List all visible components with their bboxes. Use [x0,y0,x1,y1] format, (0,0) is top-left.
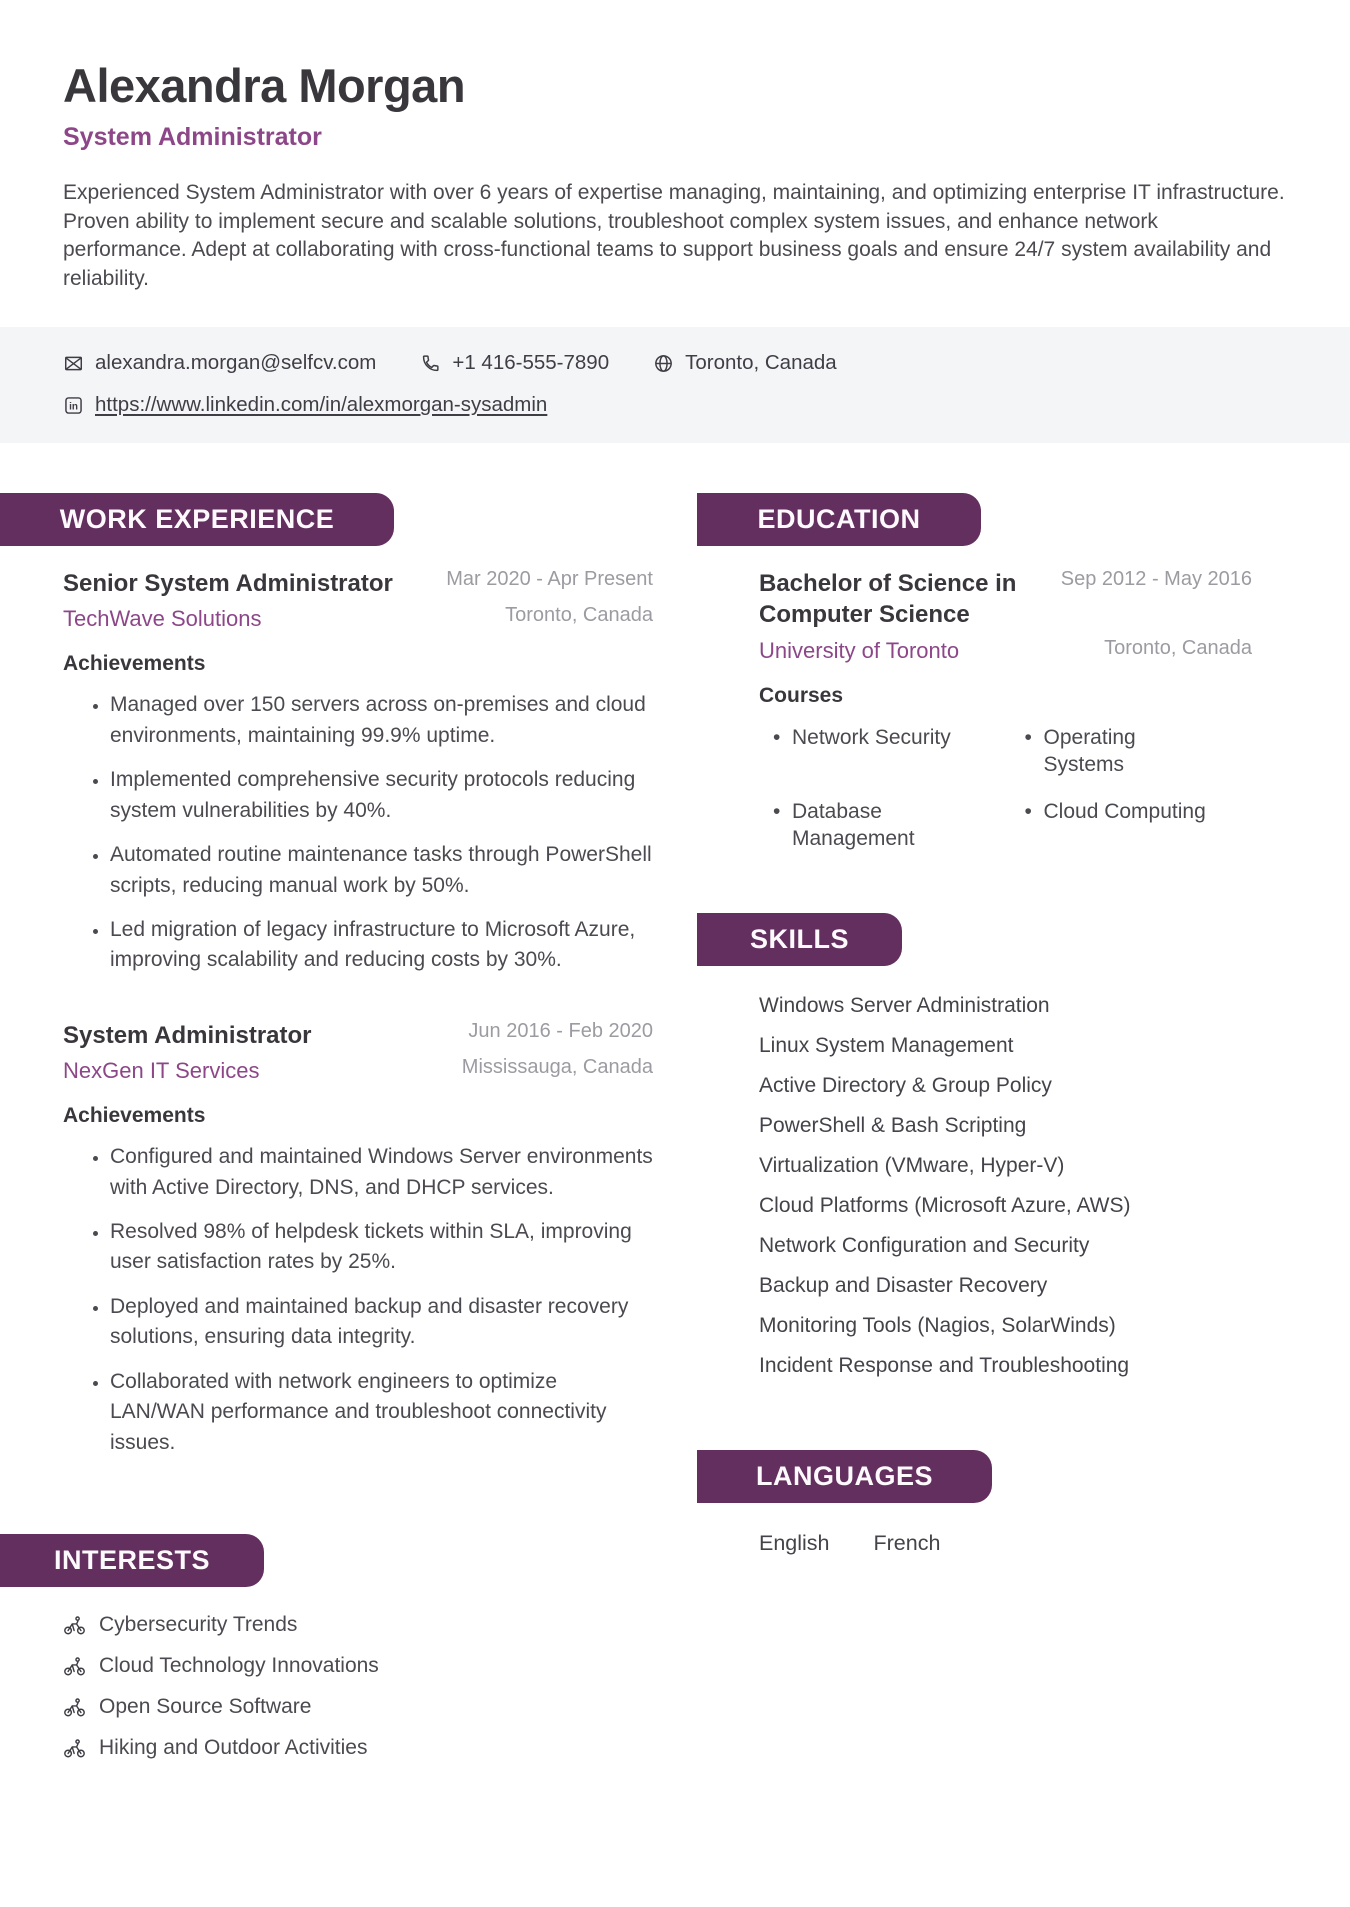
contact-phone [420,351,609,375]
achievement-item: • Automated routine maintenance tasks through PowerShell scripts, reducing manual work by 50%. [110,840,653,901]
education-content [697,568,1252,853]
courses-grid [759,724,1252,853]
job-header [63,568,653,632]
education-dates: Sep 2012 - May 2016 [1060,568,1252,591]
skill-item: Windows Server Administration [759,993,1050,1017]
contact-row-2 [63,393,1287,417]
skill-item: Network Configuration and Security [759,1233,1090,1257]
courses-label: Courses [759,683,844,707]
skills-content [697,991,1252,1380]
contact-location-text: Toronto, Canada [685,351,837,375]
skill-item: PowerShell & Bash Scripting [759,1113,1027,1137]
skill-item: Active Directory & Group Policy [759,1073,1052,1097]
interests-list [0,1613,655,1760]
education-header [759,568,1252,663]
achievements-label: Achievements [63,1104,206,1128]
job-company: TechWave Solutions [63,606,262,632]
interest-label: Cloud Technology Innovations [99,1654,379,1677]
skills-section-title: SKILLS [697,913,902,966]
course-item: • Network Security [759,724,959,779]
interest-label: Cybersecurity Trends [99,1613,298,1636]
job-achievements-list [63,690,653,976]
contact-location [653,351,837,375]
education-location: Toronto, Canada [1104,637,1252,660]
interest-label: Open Source Software [99,1695,312,1718]
job-location: Mississauga, Canada [461,1055,653,1078]
education-meta [1061,568,1252,663]
languages-list [697,1531,1252,1556]
course-item: • Database Management [759,798,959,853]
education-section-title: EDUCATION [697,493,981,546]
skill-item: Linux System Management [759,1033,1014,1057]
interest-item [63,1736,653,1760]
language-item: English [759,1530,830,1555]
job-meta [446,568,653,632]
skill-item: Monitoring Tools (Nagios, SolarWinds) [759,1313,1116,1337]
svg-text:in: in [69,400,78,412]
job-titles [63,568,446,632]
achievement-item: • Resolved 98% of helpdesk tickets within SLA, improving user satisfaction rates by 25%. [110,1217,653,1278]
right-column [697,493,1252,1556]
skill-item: Cloud Platforms (Microsoft Azure, AWS) [759,1193,1131,1217]
education-titles [759,568,1061,663]
achievements-label: Achievements [63,652,206,676]
linkedin-link[interactable]: https://www.linkedin.com/in/alexmorgan-sysadmin [95,393,548,417]
person-name: Alexandra Morgan [63,59,466,112]
resume-header [0,0,1350,293]
achievement-item: • Implemented comprehensive security protocols reducing system vulnerabilities by 40%. [110,765,653,826]
job-achievements-list [63,1142,653,1458]
job-header [63,1020,653,1084]
course-item: • Cloud Computing [1011,798,1211,853]
job-titles [63,1020,462,1084]
job-company: NexGen IT Services [63,1058,260,1084]
skills-list [759,991,1252,1380]
summary-paragraph: Experienced System Administrator with over 6 years of expertise managing, maintaining, and optimizing enterprise IT infrastructure. Proven ability to implement secure and scalable solutions, troubleshoot complex system issues, and enhance network performance. Adept at collaborating with cross-functional teams to support business goals and ensure 24/7 system availability and reliability. [63,181,1285,290]
work-experience-content [0,568,655,1458]
education-section [697,493,1252,853]
job-dates: Mar 2020 - Apr Present [446,568,653,591]
interest-label: Hiking and Outdoor Activities [99,1736,368,1759]
job-location: Toronto, Canada [505,604,653,627]
contact-email [63,351,376,375]
interest-item [63,1654,653,1678]
contact-band [0,327,1350,443]
skill-item: Virtualization (VMware, Hyper-V) [759,1153,1065,1177]
resume-body [0,493,1350,1777]
achievement-item: • Deployed and maintained backup and disaster recovery solutions, ensuring data integrity. [110,1292,653,1353]
work-experience-section-title: WORK EXPERIENCE [0,493,394,546]
contact-email-text: alexandra.morgan@selfcv.com [95,351,377,375]
languages-section [697,1450,1252,1556]
person-job-title: System Administrator [63,123,322,151]
skills-section [697,913,1252,1380]
interests-section-title: INTERESTS [0,1534,264,1587]
cyclist-icon [63,1737,86,1760]
skill-item: Incident Response and Troubleshooting [759,1353,1130,1377]
job-title: Senior System Administrator [63,570,393,598]
cyclist-icon [63,1696,86,1719]
interests-section [0,1534,655,1760]
achievement-item: • Configured and maintained Windows Server environments with Active Directory, DNS, and DHCP services. [110,1142,653,1203]
contact-linkedin [63,393,547,417]
language-item: French [873,1530,941,1555]
achievement-item: • Collaborated with network engineers to optimize LAN/WAN performance and troubleshoot connectivity issues. [110,1367,653,1458]
globe-icon [653,353,674,374]
achievement-item: • Managed over 150 servers across on-premises and cloud environments, maintaining 99.9% uptime. [110,690,653,751]
achievement-item: • Led migration of legacy infrastructure to Microsoft Azure, improving scalability and reducing costs by 30%. [110,915,653,976]
skill-item: Backup and Disaster Recovery [759,1273,1048,1297]
job-title: System Administrator [63,1021,312,1049]
school-name: University of Toronto [759,637,960,663]
interest-item [63,1613,653,1637]
left-column [0,493,655,1777]
linkedin-icon [63,395,84,416]
cyclist-icon [63,1655,86,1678]
job-meta [462,1020,653,1084]
contact-phone-text: +1 416-555-7890 [452,351,610,375]
interest-item [63,1695,653,1719]
contact-row-1 [63,351,1287,375]
phone-icon [420,353,441,374]
job-entry-senior-system-administrator [63,568,653,976]
course-item: • Operating Systems [1011,724,1211,779]
job-entry-system-administrator [63,1020,653,1458]
languages-section-title: LANGUAGES [697,1450,992,1503]
cyclist-icon [63,1614,86,1637]
envelope-icon [63,353,84,374]
job-dates: Jun 2016 - Feb 2020 [468,1019,653,1042]
degree-title: Bachelor of Science in Computer Science [759,570,1017,629]
